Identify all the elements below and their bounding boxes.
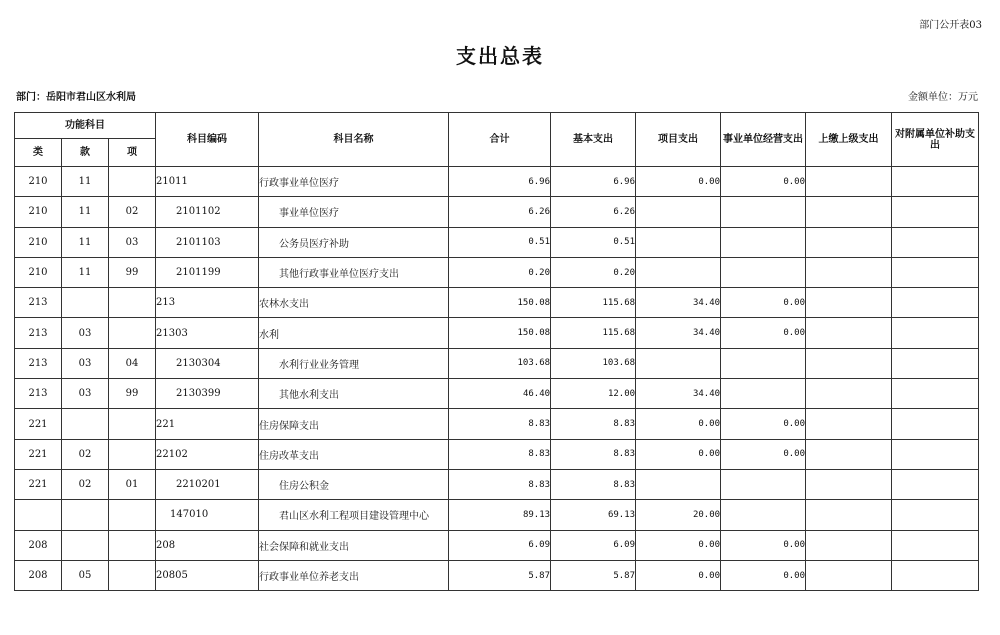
header-name: 科目名称 (259, 113, 449, 167)
cell-business: 0.00 (721, 439, 806, 469)
cell-xiang: 99 (109, 257, 156, 287)
cell-business (721, 197, 806, 227)
cell-name: 行政事业单位养老支出 (259, 560, 449, 590)
cell-lei: 208 (15, 560, 62, 590)
table-row (15, 409, 979, 439)
cell-code: 208 (156, 530, 259, 560)
cell-kuan (62, 409, 109, 439)
cell-upper (806, 439, 892, 469)
cell-xiang: 02 (109, 197, 156, 227)
cell-xiang (109, 560, 156, 590)
cell-kuan: 11 (62, 167, 109, 197)
amount-unit-label: 金额单位：万元 (908, 92, 978, 103)
cell-total: 89.13 (449, 500, 551, 530)
cell-business (721, 379, 806, 409)
cell-xiang: 04 (109, 348, 156, 378)
cell-total: 8.83 (449, 469, 551, 499)
cell-xiang: 99 (109, 379, 156, 409)
cell-upper (806, 197, 892, 227)
cell-upper (806, 469, 892, 499)
cell-project: 20.00 (636, 500, 721, 530)
cell-total: 103.68 (449, 348, 551, 378)
cell-basic: 8.83 (551, 469, 636, 499)
cell-basic: 6.09 (551, 530, 636, 560)
cell-subsidy (892, 560, 979, 590)
cell-lei: 210 (15, 197, 62, 227)
cell-name: 住房公积金 (259, 469, 449, 499)
cell-code: 2101199 (156, 257, 259, 287)
cell-upper (806, 500, 892, 530)
cell-upper (806, 227, 892, 257)
cell-subsidy (892, 167, 979, 197)
cell-lei: 210 (15, 227, 62, 257)
cell-total: 8.83 (449, 439, 551, 469)
header-func-subject: 功能科目 (15, 113, 156, 139)
cell-code: 221 (156, 409, 259, 439)
cell-code: 21303 (156, 318, 259, 348)
cell-xiang (109, 288, 156, 318)
cell-project: 0.00 (636, 409, 721, 439)
cell-kuan (62, 530, 109, 560)
cell-upper (806, 379, 892, 409)
cell-subsidy (892, 348, 979, 378)
cell-total: 6.96 (449, 167, 551, 197)
cell-business (721, 500, 806, 530)
header-subsidy: 对附属单位补助支出 (892, 113, 979, 167)
cell-total: 46.40 (449, 379, 551, 409)
cell-project (636, 197, 721, 227)
cell-business: 0.00 (721, 318, 806, 348)
cell-basic: 0.51 (551, 227, 636, 257)
cell-upper (806, 288, 892, 318)
cell-name: 住房改革支出 (259, 439, 449, 469)
table-body (15, 167, 979, 591)
cell-xiang: 01 (109, 469, 156, 499)
cell-kuan: 03 (62, 318, 109, 348)
cell-name: 其他行政事业单位医疗支出 (259, 257, 449, 287)
cell-xiang (109, 530, 156, 560)
cell-project: 34.40 (636, 379, 721, 409)
cell-basic: 69.13 (551, 500, 636, 530)
cell-code: 21011 (156, 167, 259, 197)
cell-name: 社会保障和就业支出 (259, 530, 449, 560)
cell-project (636, 257, 721, 287)
cell-basic: 5.87 (551, 560, 636, 590)
cell-total: 150.08 (449, 318, 551, 348)
header-business: 事业单位经营支出 (721, 113, 806, 167)
cell-subsidy (892, 379, 979, 409)
cell-code: 2101103 (156, 227, 259, 257)
cell-lei: 210 (15, 167, 62, 197)
cell-code: 2130399 (156, 379, 259, 409)
cell-xiang (109, 500, 156, 530)
cell-xiang (109, 439, 156, 469)
cell-name: 事业单位医疗 (259, 197, 449, 227)
cell-basic: 6.96 (551, 167, 636, 197)
cell-lei: 213 (15, 348, 62, 378)
cell-project: 0.00 (636, 167, 721, 197)
cell-basic: 115.68 (551, 288, 636, 318)
cell-code: 20805 (156, 560, 259, 590)
cell-total: 8.83 (449, 409, 551, 439)
table-row (15, 560, 979, 590)
cell-business: 0.00 (721, 167, 806, 197)
header-basic: 基本支出 (551, 113, 636, 167)
cell-project (636, 227, 721, 257)
cell-xiang (109, 167, 156, 197)
cell-total: 150.08 (449, 288, 551, 318)
header-upper: 上缴上级支出 (806, 113, 892, 167)
cell-basic: 8.83 (551, 439, 636, 469)
cell-total: 6.09 (449, 530, 551, 560)
table-row (15, 167, 979, 197)
cell-subsidy (892, 197, 979, 227)
cell-name: 公务员医疗补助 (259, 227, 449, 257)
cell-kuan (62, 288, 109, 318)
form-code-label: 部门公开表03 (919, 20, 982, 31)
cell-kuan: 02 (62, 469, 109, 499)
header-total: 合计 (449, 113, 551, 167)
table-row (15, 197, 979, 227)
cell-lei: 213 (15, 318, 62, 348)
cell-total: 5.87 (449, 560, 551, 590)
table-row (15, 379, 979, 409)
cell-code: 2210201 (156, 469, 259, 499)
cell-project: 0.00 (636, 560, 721, 590)
cell-name: 水利行业业务管理 (259, 348, 449, 378)
cell-subsidy (892, 257, 979, 287)
cell-basic: 115.68 (551, 318, 636, 348)
cell-subsidy (892, 409, 979, 439)
cell-lei: 221 (15, 469, 62, 499)
cell-kuan: 11 (62, 197, 109, 227)
cell-name: 水利 (259, 318, 449, 348)
cell-project (636, 469, 721, 499)
cell-upper (806, 318, 892, 348)
cell-lei: 208 (15, 530, 62, 560)
header-lei: 类 (15, 139, 62, 167)
cell-upper (806, 409, 892, 439)
cell-xiang (109, 409, 156, 439)
table-row (15, 469, 979, 499)
cell-kuan (62, 500, 109, 530)
table-row (15, 288, 979, 318)
header-kuan: 款 (62, 139, 109, 167)
cell-basic: 103.68 (551, 348, 636, 378)
cell-business (721, 257, 806, 287)
cell-kuan: 11 (62, 257, 109, 287)
cell-project: 34.40 (636, 288, 721, 318)
cell-subsidy (892, 530, 979, 560)
cell-code: 22102 (156, 439, 259, 469)
cell-subsidy (892, 500, 979, 530)
cell-name: 住房保障支出 (259, 409, 449, 439)
table-row (15, 530, 979, 560)
cell-kuan: 11 (62, 227, 109, 257)
cell-project: 0.00 (636, 439, 721, 469)
cell-lei: 221 (15, 439, 62, 469)
header-project: 项目支出 (636, 113, 721, 167)
cell-lei: 221 (15, 409, 62, 439)
cell-subsidy (892, 288, 979, 318)
cell-subsidy (892, 439, 979, 469)
cell-upper (806, 530, 892, 560)
page-title: 支出总表 (456, 44, 544, 68)
cell-subsidy (892, 469, 979, 499)
cell-xiang: 03 (109, 227, 156, 257)
header-code: 科目编码 (156, 113, 259, 167)
cell-name: 君山区水利工程项目建设管理中心 (259, 500, 449, 530)
table-row (15, 227, 979, 257)
cell-code: 213 (156, 288, 259, 318)
cell-lei: 213 (15, 288, 62, 318)
table-row (15, 439, 979, 469)
cell-business: 0.00 (721, 409, 806, 439)
cell-business: 0.00 (721, 560, 806, 590)
header-xiang: 项 (109, 139, 156, 167)
cell-business: 0.00 (721, 530, 806, 560)
cell-total: 0.51 (449, 227, 551, 257)
table-row (15, 500, 979, 530)
cell-code: 147010 (156, 500, 259, 530)
cell-project: 0.00 (636, 530, 721, 560)
cell-code: 2101102 (156, 197, 259, 227)
cell-lei: 213 (15, 379, 62, 409)
cell-subsidy (892, 227, 979, 257)
table-row (15, 348, 979, 378)
cell-business (721, 348, 806, 378)
cell-basic: 0.20 (551, 257, 636, 287)
cell-name: 其他水利支出 (259, 379, 449, 409)
cell-total: 6.26 (449, 197, 551, 227)
cell-name: 农林水支出 (259, 288, 449, 318)
cell-project: 34.40 (636, 318, 721, 348)
cell-upper (806, 560, 892, 590)
table-row (15, 257, 979, 287)
cell-code: 2130304 (156, 348, 259, 378)
cell-kuan: 03 (62, 348, 109, 378)
cell-name: 行政事业单位医疗 (259, 167, 449, 197)
cell-kuan: 05 (62, 560, 109, 590)
cell-total: 0.20 (449, 257, 551, 287)
cell-business: 0.00 (721, 288, 806, 318)
cell-project (636, 348, 721, 378)
cell-business (721, 469, 806, 499)
cell-basic: 6.26 (551, 197, 636, 227)
cell-upper (806, 348, 892, 378)
table-row (15, 318, 979, 348)
cell-xiang (109, 318, 156, 348)
cell-basic: 12.00 (551, 379, 636, 409)
cell-business (721, 227, 806, 257)
cell-subsidy (892, 318, 979, 348)
cell-kuan: 03 (62, 379, 109, 409)
cell-kuan: 02 (62, 439, 109, 469)
cell-lei (15, 500, 62, 530)
cell-upper (806, 167, 892, 197)
cell-basic: 8.83 (551, 409, 636, 439)
cell-lei: 210 (15, 257, 62, 287)
cell-upper (806, 257, 892, 287)
department-label: 部门：岳阳市君山区水利局 (16, 92, 136, 103)
expenditure-summary-table (14, 112, 979, 591)
